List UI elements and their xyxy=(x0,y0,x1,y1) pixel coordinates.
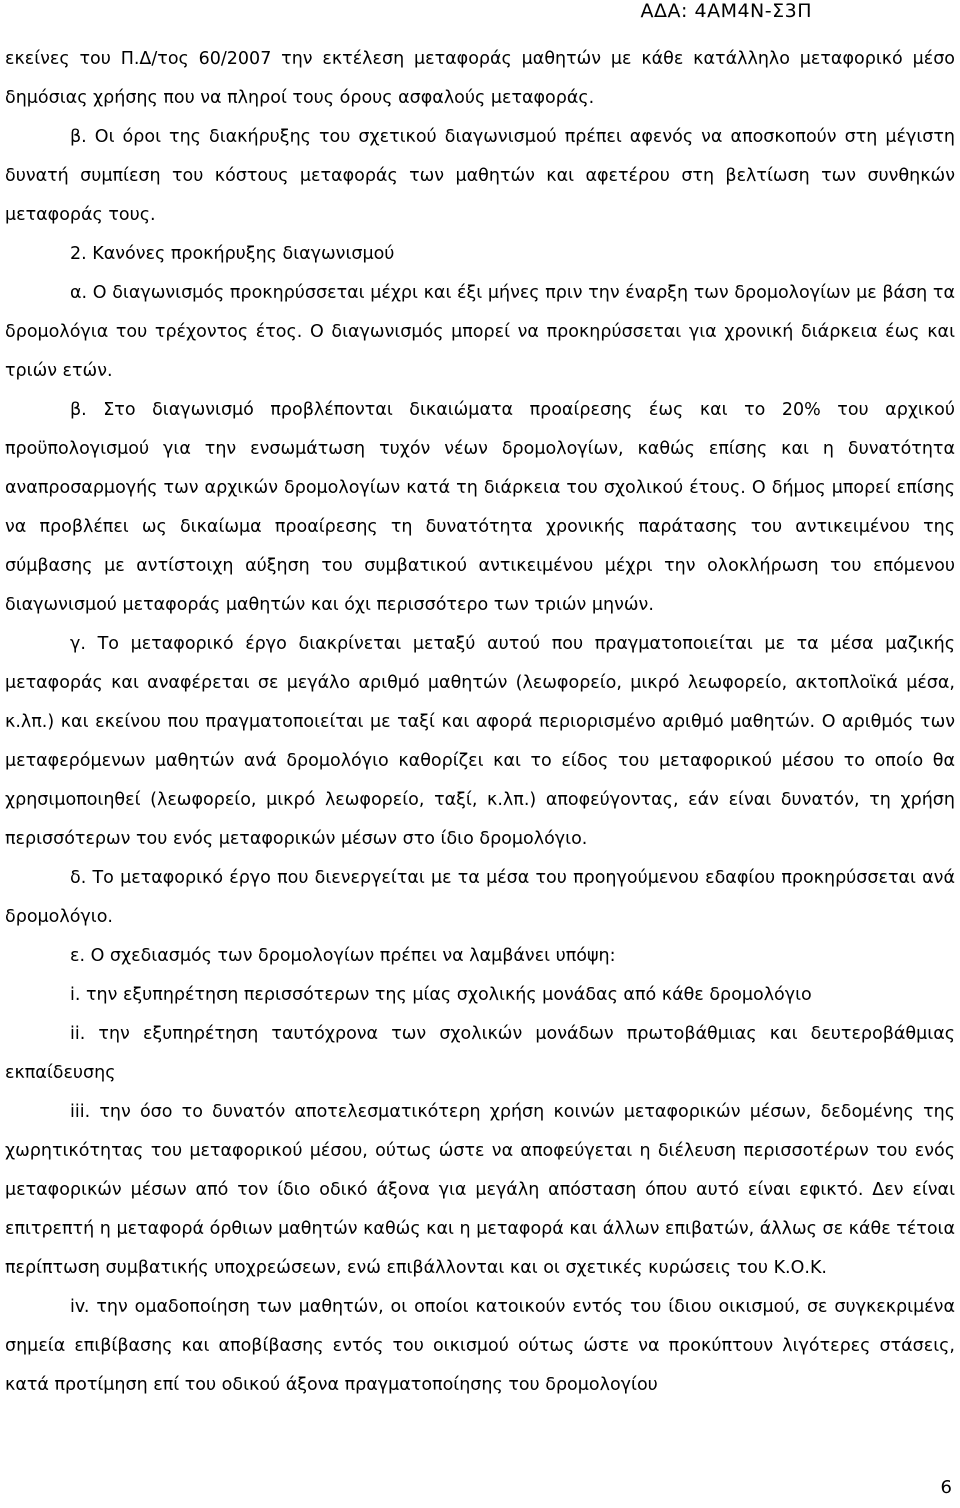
document-body xyxy=(5,40,955,1405)
paragraph-alpha: α. Ο διαγωνισμός προκηρύσσεται μέχρι και έξι μήνες πριν την έναρξη των δρομολογίων με βάση τα δρομολόγια του τρέχοντος έτος. Ο διαγωνισμός μπορεί να προκηρύσσεται για χρονική διάρκεια έως και τριών ετών. xyxy=(5,283,955,381)
paragraph-epsilon: ε. Ο σχεδιασμός των δρομολογίων πρέπει να λαμβάνει υπόψη: xyxy=(70,946,616,966)
list-item-ii: ii. την εξυπηρέτηση ταυτόχρονα των σχολικών μονάδων πρωτοβάθμιας και δευτεροβάθμιας εκπαίδευσης xyxy=(5,1024,955,1083)
page-number: 6 xyxy=(940,1477,952,1498)
paragraph-beta: β. Στο διαγωνισμό προβλέπονται δικαιώματα προαίρεσης έως και το 20% του αρχικού προϋπολογισμού για την ενσωμάτωση τυχόν νέων δρομολογίων, καθώς επίσης και η δυνατότητα αναπροσαρμογής των αρχικών δρομολογίων κατά τη διάρκεια του σχολικού έτους. Ο δήμος μπορεί επίσης να προβλέπει ως δικαίωμα προαίρεσης τη δυνατότητα χρονικής παράτασης του αντικειμένου της σύμβασης με αντίστοιχη αύξηση του συμβατικού αντικειμένου μέχρι την ολοκλήρωση του επόμενου διαγωνισμού μεταφοράς μαθητών και όχι περισσότερο των τριών μηνών. xyxy=(5,400,955,615)
list-item-iv: iv. την ομαδοποίηση των μαθητών, οι οποίοι κατοικούν εντός του ίδιου οικισμού, σε συγκεκριμένα σημεία επιβίβασης και αποβίβασης εντός του οικισμού ούτως ώστε να προκύπτουν λιγότερες στάσεις, κατά προτίμηση επί του οδικού άξονα πραγματοποίησης του δρομολογίου xyxy=(5,1297,955,1395)
paragraph-beta-terms: β. Οι όροι της διακήρυξης του σχετικού διαγωνισμού πρέπει αφενός να αποσκοπούν στη μέγιστη δυνατή συμπίεση του κόστους μεταφοράς των μαθητών και αφετέρου στη βελτίωση των συνθηκών μεταφοράς τους. xyxy=(5,127,955,225)
paragraph-continuation: εκείνες του Π.Δ/τος 60/2007 την εκτέλεση μεταφοράς μαθητών με κάθε κατάλληλο μεταφορικό μέσο δημόσιας χρήσης που να πληροί τους όρους ασφαλούς μεταφοράς. xyxy=(5,49,955,108)
section-heading: 2. Κανόνες προκήρυξης διαγωνισμού xyxy=(70,244,395,264)
list-item-i: i. την εξυπηρέτηση περισσότερων της μίας σχολικής μονάδας από κάθε δρομολόγιο xyxy=(70,985,812,1005)
paragraph-gamma: γ. Το μεταφορικό έργο διακρίνεται μεταξύ αυτού που πραγματοποιείται με τα μέσα μαζικής μεταφοράς και αναφέρεται σε μεγάλο αριθμό μαθητών (λεωφορείο, μικρό λεωφορείο, ακτοπλοϊκά μέσα, κ.λπ.) και εκείνου που πραγματοποιείται με ταξί και αφορά περιορισμένο αριθμό μαθητών. Ο αριθμός των μεταφερόμενων μαθητών ανά δρομολόγιο καθορίζει και το είδος του μεταφορικού μέσου το οποίο θα χρησιμοποιηθεί (λεωφορείο, μικρό λεωφορείο, ταξί, κ.λπ.) αποφεύγοντας, εάν είναι δυνατόν, τη χρήση περισσότερων του ενός μεταφορικών μέσων στο ίδιο δρομολόγιο. xyxy=(5,634,955,849)
paragraph-delta: δ. Το μεταφορικό έργο που διενεργείται με τα μέσα του προηγούμενου εδαφίου προκηρύσσεται ανά δρομολόγιο. xyxy=(5,868,955,927)
document-code: ΑΔΑ: 4ΑΜ4Ν-Σ3Π xyxy=(640,0,812,22)
list-item-iii: iii. την όσο το δυνατόν αποτελεσματικότερη χρήση κοινών μεταφορικών μέσων, δεδομένης της χωρητικότητας του μεταφορικού μέσου, ούτως ώστε να αποφεύγεται η διέλευση περισσοτέρων του ενός μεταφορικών μέσων από τον ίδιο οδικό άξονα για μεγάλη απόσταση όπου αυτό είναι εφικτό. Δεν είναι επιτρεπτή η μεταφορά όρθιων μαθητών καθώς και η μεταφορά και άλλων επιβατών, άλλως σε κάθε τέτοια περίπτωση συμβατικής υποχρεώσεων, ενώ επιβάλλονται και οι σχετικές κυρώσεις του Κ.Ο.Κ. xyxy=(5,1102,955,1278)
